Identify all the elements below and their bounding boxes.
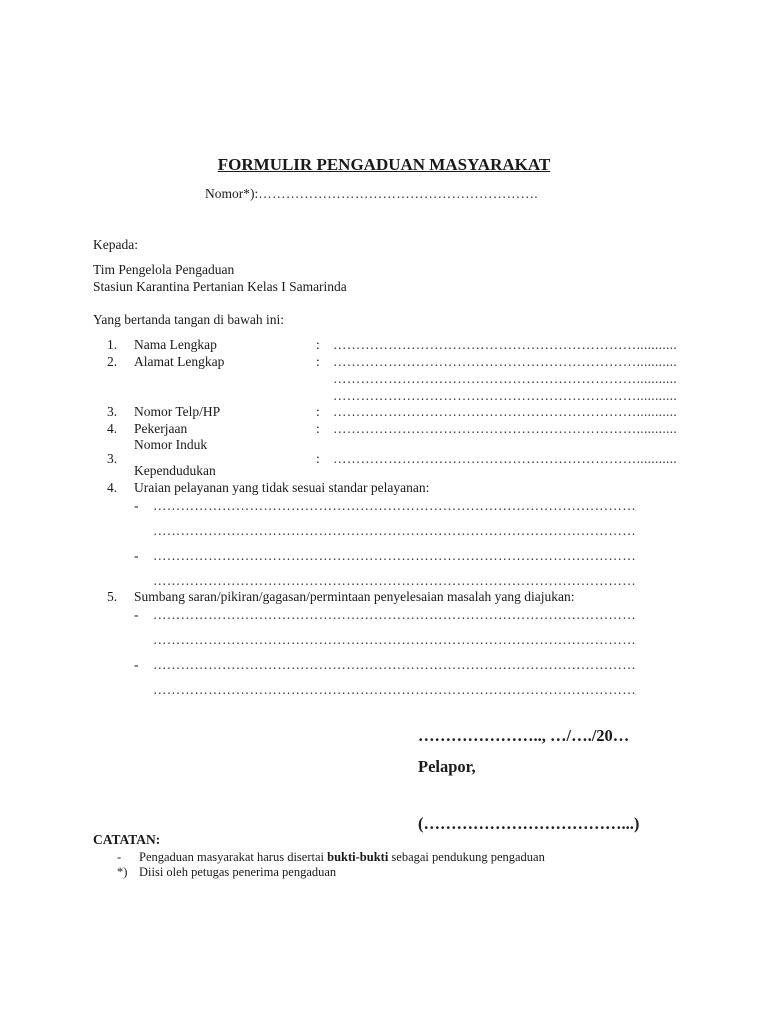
intro-text: Yang bertanda tangan di bawah ini:	[93, 312, 284, 327]
section4-blank-2: ……………………………………………………………………………………………	[153, 523, 636, 538]
field-colon: :	[316, 421, 320, 436]
field-label-nik-line1: Nomor Induk	[134, 437, 208, 452]
field-number: 2.	[107, 354, 118, 369]
section5-blank-1: ……………………………………………………………………………………………	[153, 607, 636, 622]
field-colon: :	[316, 451, 320, 466]
field-number: 4.	[107, 421, 118, 436]
field-colon: :	[316, 337, 320, 352]
kepada-label: Kepada:	[93, 237, 138, 252]
alamat-blank-3: …………………………………………………………...........	[333, 388, 678, 403]
nama-blank: …………………………………………………………...........	[333, 337, 678, 352]
telp-blank: …………………………………………………………...........	[333, 404, 678, 419]
nomor-row	[205, 186, 538, 202]
recipient-line-1: Tim Pengelola Pengaduan	[93, 262, 235, 277]
nomor-label: Nomor*):	[205, 186, 259, 201]
note-item-1-prefix: Pengaduan masyarakat harus disertai	[139, 850, 328, 864]
section4-blank-3: ……………………………………………………………………………………………	[153, 548, 636, 563]
bullet-dash: -	[134, 498, 139, 513]
form-title: FORMULIR PENGADUAN MASYARAKAT	[217, 155, 551, 174]
field-label-telp: Nomor Telp/HP	[134, 404, 221, 419]
section5-blank-3: ……………………………………………………………………………………………	[153, 657, 636, 672]
field-colon: :	[316, 354, 320, 369]
nik-blank: …………………………………………………………...........	[333, 451, 678, 466]
section-number: 4.	[107, 480, 118, 495]
bullet-dash: -	[134, 607, 139, 622]
alamat-blank-1: …………………………………………………………...........	[333, 354, 678, 369]
note-item-1-suffix: sebagai pendukung pengaduan	[388, 850, 545, 864]
pekerjaan-blank: …………………………………………………………...........	[333, 421, 678, 436]
alamat-blank-2: …………………………………………………………...........	[333, 371, 678, 386]
section4-blank-1: ……………………………………………………………………………………………	[153, 498, 636, 513]
section5-label: Sumbang saran/pikiran/gagasan/permintaan penyelesaian masalah yang diajukan:	[134, 589, 575, 604]
note-item-2: Diisi oleh petugas penerima pengaduan	[139, 865, 337, 879]
section5-blank-4: ……………………………………………………………………………………………	[153, 682, 636, 697]
signature-role: Pelapor,	[418, 757, 476, 776]
field-label-nama: Nama Lengkap	[134, 337, 217, 352]
signature-date: ………………….., …/…./20…	[418, 726, 630, 745]
field-label-alamat: Alamat Lengkap	[134, 354, 225, 369]
section4-blank-4: ……………………………………………………………………………………………	[153, 573, 636, 588]
notes-heading: CATATAN:	[93, 832, 161, 847]
note-marker: -	[117, 850, 122, 864]
section5-blank-2: ……………………………………………………………………………………………	[153, 632, 636, 647]
field-label-nik-line2: Kependudukan	[134, 463, 216, 478]
signature-name: (………………………………...)	[418, 814, 640, 833]
note-item-1	[139, 849, 545, 865]
field-number: 3.	[107, 451, 118, 466]
field-colon: :	[316, 404, 320, 419]
nomor-blank: …………………………………………………….	[258, 186, 538, 201]
field-number: 1.	[107, 337, 118, 352]
note-marker: *)	[117, 865, 128, 879]
field-label-pekerjaan: Pekerjaan	[134, 421, 188, 436]
field-number: 3.	[107, 404, 118, 419]
note-item-1-bold: bukti-bukti	[327, 850, 389, 864]
bullet-dash: -	[134, 657, 139, 672]
bullet-dash: -	[134, 548, 139, 563]
section-number: 5.	[107, 589, 118, 604]
recipient-line-2: Stasiun Karantina Pertanian Kelas I Samarinda	[93, 279, 347, 294]
section4-label: Uraian pelayanan yang tidak sesuai standar pelayanan:	[134, 480, 430, 495]
